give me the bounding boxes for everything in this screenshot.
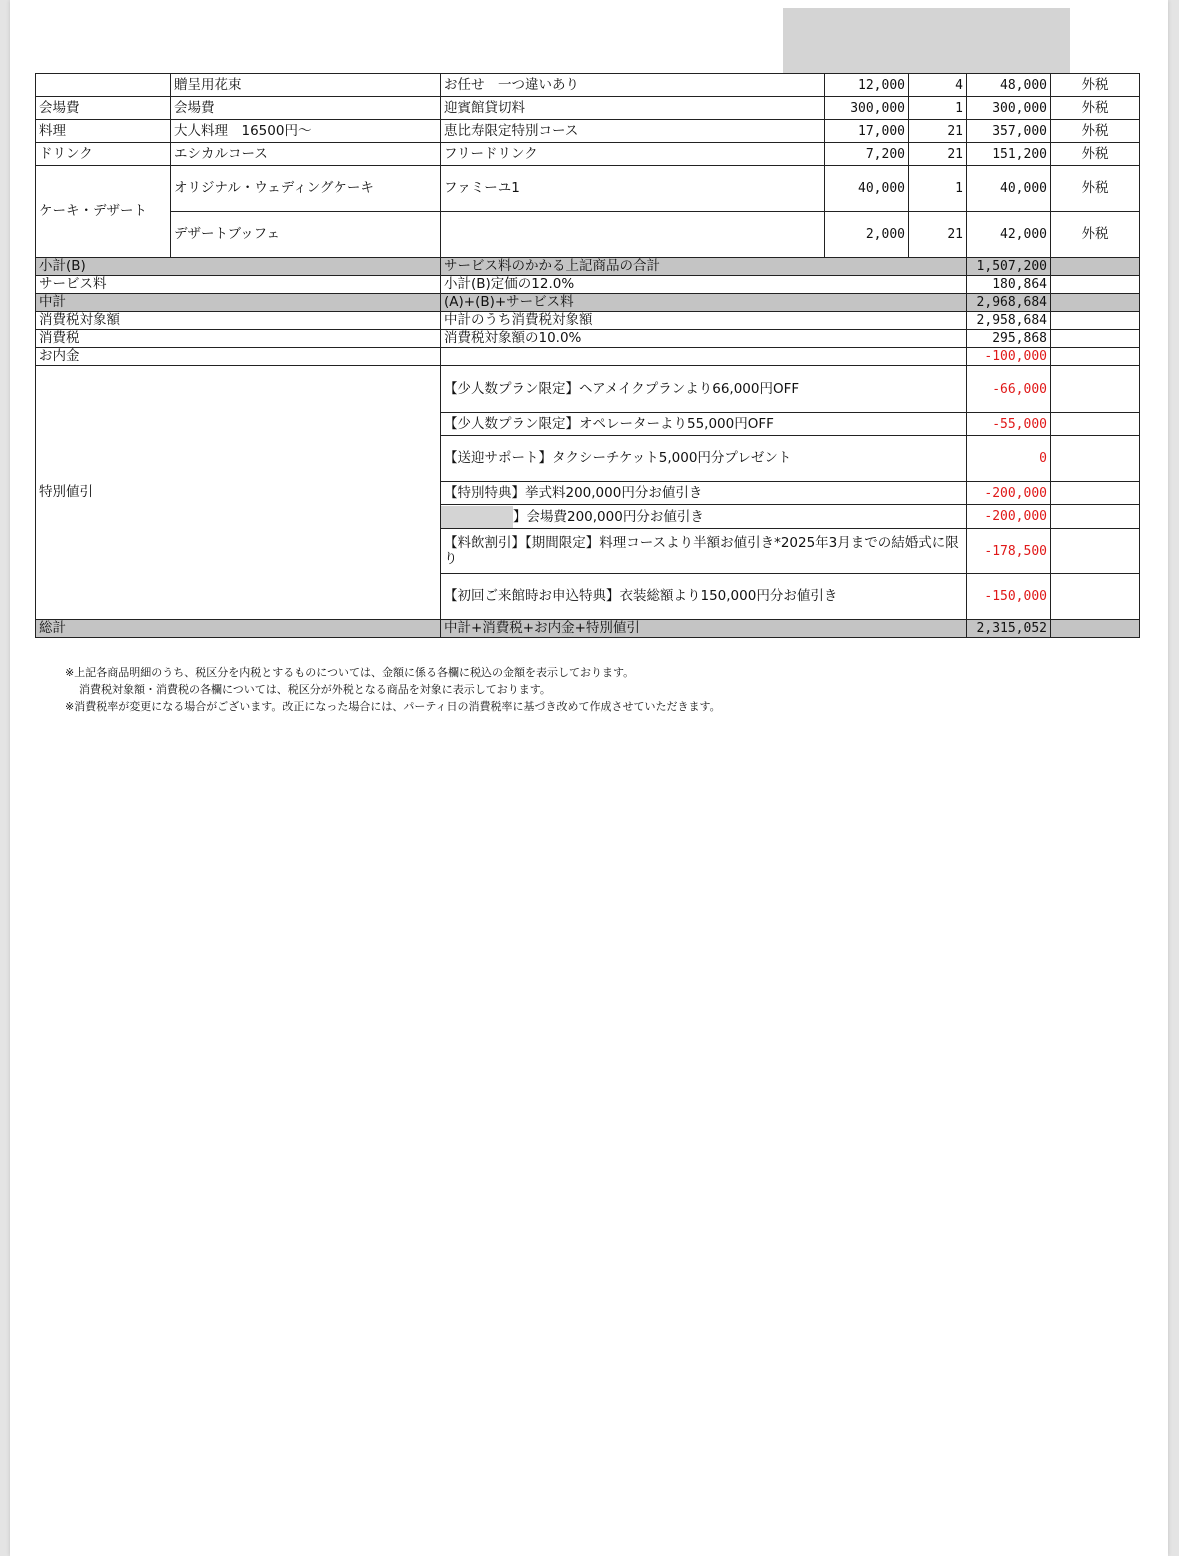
total-label: 総計	[36, 620, 441, 638]
discount-amount: -178,500	[967, 529, 1051, 574]
summary-label: 中計	[36, 294, 441, 312]
footnote: ※上記各商品明細のうち、税区分を内税とするものについては、金額に係る各欄に税込の金額を表示しております。	[65, 666, 635, 679]
unit-price-cell: 40,000	[825, 166, 909, 212]
discount-row	[36, 366, 1140, 413]
tax-type-cell: 外税	[1051, 120, 1140, 143]
summary-description: (A)+(B)+サービス料	[441, 294, 967, 312]
item-name-cell: 大人料理 16500円～	[171, 120, 441, 143]
total-amount: 2,315,052	[967, 620, 1051, 638]
unit-price-cell: 17,000	[825, 120, 909, 143]
summary-amount: 2,968,684	[967, 294, 1051, 312]
summary-row	[36, 348, 1140, 366]
discount-amount: -200,000	[967, 505, 1051, 529]
summary-label: 小計(B)	[36, 258, 441, 276]
item-detail-cell: フリードリンク	[441, 143, 825, 166]
summary-label: 消費税	[36, 330, 441, 348]
empty-cell	[1051, 436, 1140, 482]
item-detail-cell: ファミーユ1	[441, 166, 825, 212]
empty-cell	[1051, 620, 1140, 638]
summary-row	[36, 330, 1140, 348]
summary-amount: 1,507,200	[967, 258, 1051, 276]
item-name-cell: オリジナル・ウェディングケーキ	[171, 166, 441, 212]
empty-cell	[1051, 312, 1140, 330]
empty-cell	[1051, 330, 1140, 348]
discount-label: 特別値引	[36, 366, 441, 620]
discount-amount: -150,000	[967, 574, 1051, 620]
table-row	[36, 74, 1140, 97]
category-cell	[36, 74, 171, 97]
discount-description-text: 】会場費200,000円分お値引き	[513, 508, 704, 525]
discount-description: 【少人数プラン限定】オペレーターより55,000円OFF	[441, 413, 967, 436]
empty-cell	[1051, 505, 1140, 529]
table-row	[36, 212, 1140, 258]
table-row	[36, 166, 1140, 212]
category-cell: ドリンク	[36, 143, 171, 166]
amount-cell: 48,000	[967, 74, 1051, 97]
empty-cell	[1051, 348, 1140, 366]
discount-amount: -55,000	[967, 413, 1051, 436]
redacted-area	[441, 506, 513, 528]
empty-cell	[1051, 482, 1140, 505]
tax-type-cell: 外税	[1051, 74, 1140, 97]
summary-label: 消費税対象額	[36, 312, 441, 330]
summary-amount: 180,864	[967, 276, 1051, 294]
total-description: 中計+消費税+お内金+特別値引	[441, 620, 967, 638]
table-row	[36, 97, 1140, 120]
empty-cell	[1051, 574, 1140, 620]
discount-amount: -66,000	[967, 366, 1051, 413]
unit-price-cell: 7,200	[825, 143, 909, 166]
item-detail-cell: お任せ 一つ違いあり	[441, 74, 825, 97]
item-name-cell: デザートブッフェ	[171, 212, 441, 258]
discount-description: 【料飲割引】【期間限定】料理コースより半額お値引き*2025年3月までの結婚式に限り	[441, 529, 967, 574]
footnote: 消費税対象額・消費税の各欄については、税区分が外税となる商品を対象に表示しております。	[79, 683, 551, 696]
summary-description: サービス料のかかる上記商品の合計	[441, 258, 967, 276]
empty-cell	[1051, 276, 1140, 294]
quantity-cell: 1	[909, 166, 967, 212]
summary-label: サービス料	[36, 276, 441, 294]
category-cell: 料理	[36, 120, 171, 143]
item-name-cell: 贈呈用花束	[171, 74, 441, 97]
tax-type-cell: 外税	[1051, 143, 1140, 166]
summary-label: お内金	[36, 348, 441, 366]
tax-type-cell: 外税	[1051, 97, 1140, 120]
unit-price-cell: 2,000	[825, 212, 909, 258]
discount-description: 【少人数プラン限定】ヘアメイクプランより66,000円OFF	[441, 366, 967, 413]
discount-description: 【特別特典】挙式料200,000円分お値引き	[441, 482, 967, 505]
empty-cell	[1051, 294, 1140, 312]
summary-row	[36, 312, 1140, 330]
discount-description	[441, 505, 967, 529]
discount-description: 【初回ご来館時お申込特典】衣装総額より150,000円分お値引き	[441, 574, 967, 620]
amount-cell: 151,200	[967, 143, 1051, 166]
category-cell: ケーキ・デザート	[36, 166, 171, 258]
redacted-area	[783, 8, 1070, 74]
summary-amount: 2,958,684	[967, 312, 1051, 330]
item-detail-cell	[441, 212, 825, 258]
footnote: ※消費税率が変更になる場合がございます。改正になった場合には、パーティ日の消費税率に基づき改めて作成させていただきます。	[65, 700, 721, 713]
item-detail-cell: 恵比寿限定特別コース	[441, 120, 825, 143]
category-cell: 会場費	[36, 97, 171, 120]
quantity-cell: 21	[909, 143, 967, 166]
tax-type-cell: 外税	[1051, 166, 1140, 212]
summary-row	[36, 294, 1140, 312]
unit-price-cell: 300,000	[825, 97, 909, 120]
discount-amount: -200,000	[967, 482, 1051, 505]
tax-type-cell: 外税	[1051, 212, 1140, 258]
empty-cell	[1051, 258, 1140, 276]
empty-cell	[1051, 413, 1140, 436]
footnotes	[65, 664, 1065, 715]
amount-cell: 40,000	[967, 166, 1051, 212]
amount-cell: 300,000	[967, 97, 1051, 120]
summary-description: 小計(B)定価の12.0%	[441, 276, 967, 294]
summary-row	[36, 276, 1140, 294]
quantity-cell: 21	[909, 212, 967, 258]
unit-price-cell: 12,000	[825, 74, 909, 97]
estimate-table	[35, 73, 1140, 638]
amount-cell: 42,000	[967, 212, 1051, 258]
item-detail-cell: 迎賓館貸切料	[441, 97, 825, 120]
summary-amount: 295,868	[967, 330, 1051, 348]
quantity-cell: 1	[909, 97, 967, 120]
summary-row	[36, 258, 1140, 276]
empty-cell	[1051, 366, 1140, 413]
discount-description: 【送迎サポート】タクシーチケット5,000円分プレゼント	[441, 436, 967, 482]
table-row	[36, 120, 1140, 143]
summary-amount: -100,000	[967, 348, 1051, 366]
summary-description: 中計のうち消費税対象額	[441, 312, 967, 330]
quantity-cell: 4	[909, 74, 967, 97]
document-page	[10, 0, 1168, 1556]
item-name-cell: エシカルコース	[171, 143, 441, 166]
quantity-cell: 21	[909, 120, 967, 143]
item-name-cell: 会場費	[171, 97, 441, 120]
amount-cell: 357,000	[967, 120, 1051, 143]
empty-cell	[1051, 529, 1140, 574]
summary-description	[441, 348, 967, 366]
discount-amount: 0	[967, 436, 1051, 482]
summary-description: 消費税対象額の10.0%	[441, 330, 967, 348]
table-row	[36, 143, 1140, 166]
total-row	[36, 620, 1140, 638]
